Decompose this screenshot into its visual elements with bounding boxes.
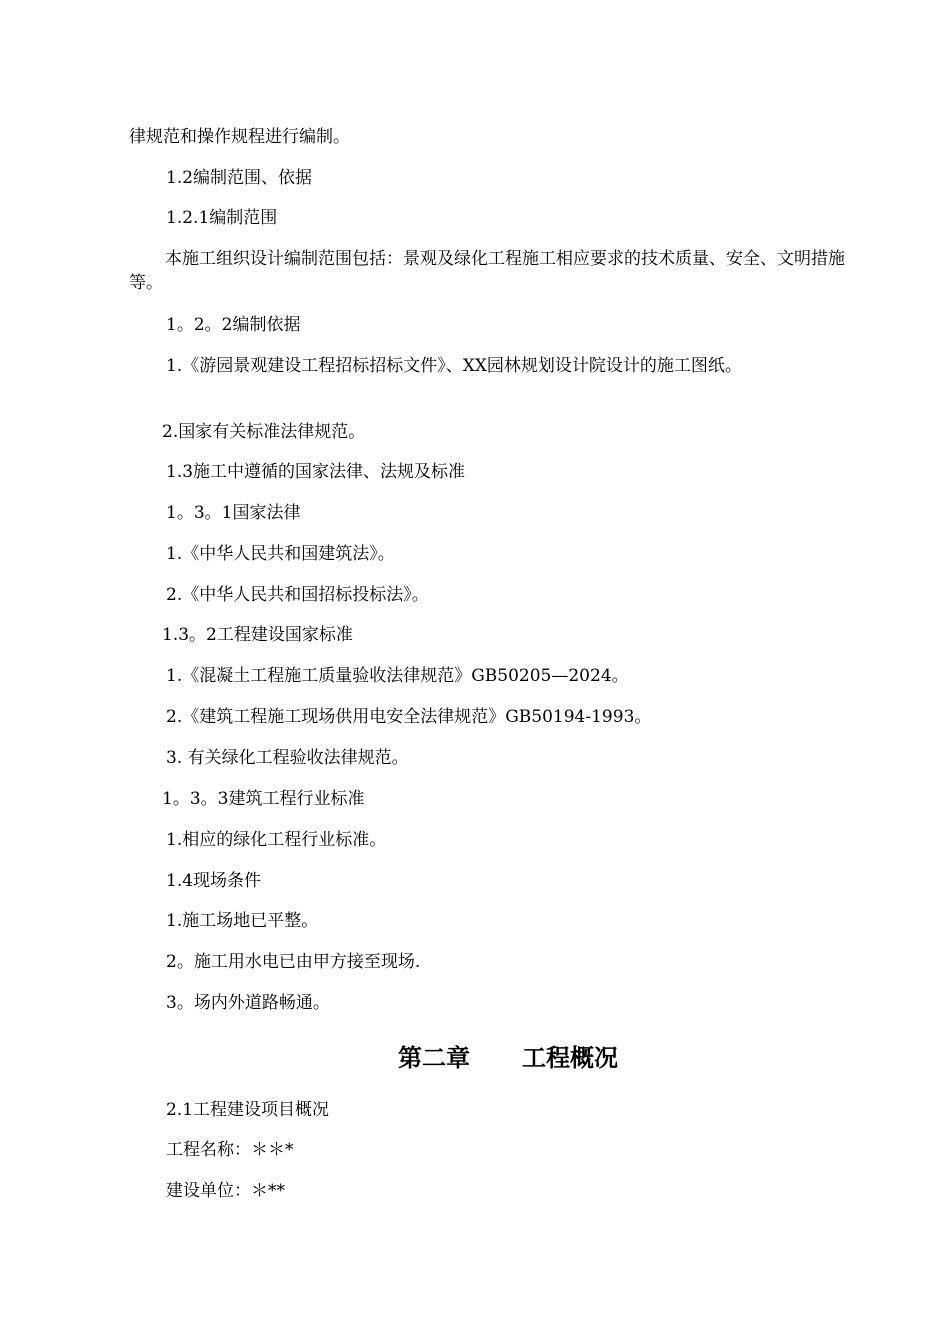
list-item: 2。施工用水电已由甲方接至现场. <box>166 952 421 972</box>
list-item: 1.施工场地已平整。 <box>166 911 319 931</box>
chapter-number: 第二章 <box>398 1044 470 1072</box>
chapter-title <box>398 1043 618 1073</box>
section-heading: 2.1工程建设项目概况 <box>166 1100 330 1120</box>
body-paragraph: 本施工组织设计编制范围包括：景观及绿化工程施工相应要求的技术质量、安全、文明措施等。 <box>129 249 845 293</box>
list-item: 1.《混凝土工程施工质量验收法律规范》GB50205—2024。 <box>166 666 629 686</box>
text-line: 律规范和操作规程进行编制。 <box>129 127 350 147</box>
subsection-heading: 1。2。2编制依据 <box>166 315 301 335</box>
project-name-line: 工程名称：＊＊* <box>166 1140 294 1160</box>
section-heading: 1.3施工中遵循的国家法律、法规及标准 <box>166 462 466 482</box>
list-item: 2.《中华人民共和国招标投标法》。 <box>166 585 429 605</box>
subsection-heading: 1。3。3建筑工程行业标准 <box>162 789 365 809</box>
list-item: 2.国家有关标准法律规范。 <box>162 422 366 442</box>
section-heading: 1.4现场条件 <box>166 871 262 891</box>
list-item: 3。场内外道路畅通。 <box>166 993 330 1013</box>
list-item: 1.相应的绿化工程行业标准。 <box>166 830 387 850</box>
chapter-name: 工程概况 <box>522 1044 618 1072</box>
section-heading: 1.2编制范围、依据 <box>166 168 313 188</box>
subsection-heading: 1.2.1编制范围 <box>166 208 278 228</box>
list-item: 1.《游园景观建设工程招标招标文件》、XX园林规划设计院设计的施工图纸。 <box>166 356 742 376</box>
list-item: 3. 有关绿化工程验收法律规范。 <box>166 748 409 768</box>
list-item: 2.《建筑工程施工现场供用电安全法律规范》GB50194-1993。 <box>166 707 652 727</box>
subsection-heading: 1。3。1国家法律 <box>166 503 301 523</box>
owner-line: 建设单位：＊** <box>166 1181 285 1201</box>
list-item: 1.《中华人民共和国建筑法》。 <box>166 544 395 564</box>
subsection-heading: 1.3。2工程建设国家标准 <box>162 625 353 645</box>
